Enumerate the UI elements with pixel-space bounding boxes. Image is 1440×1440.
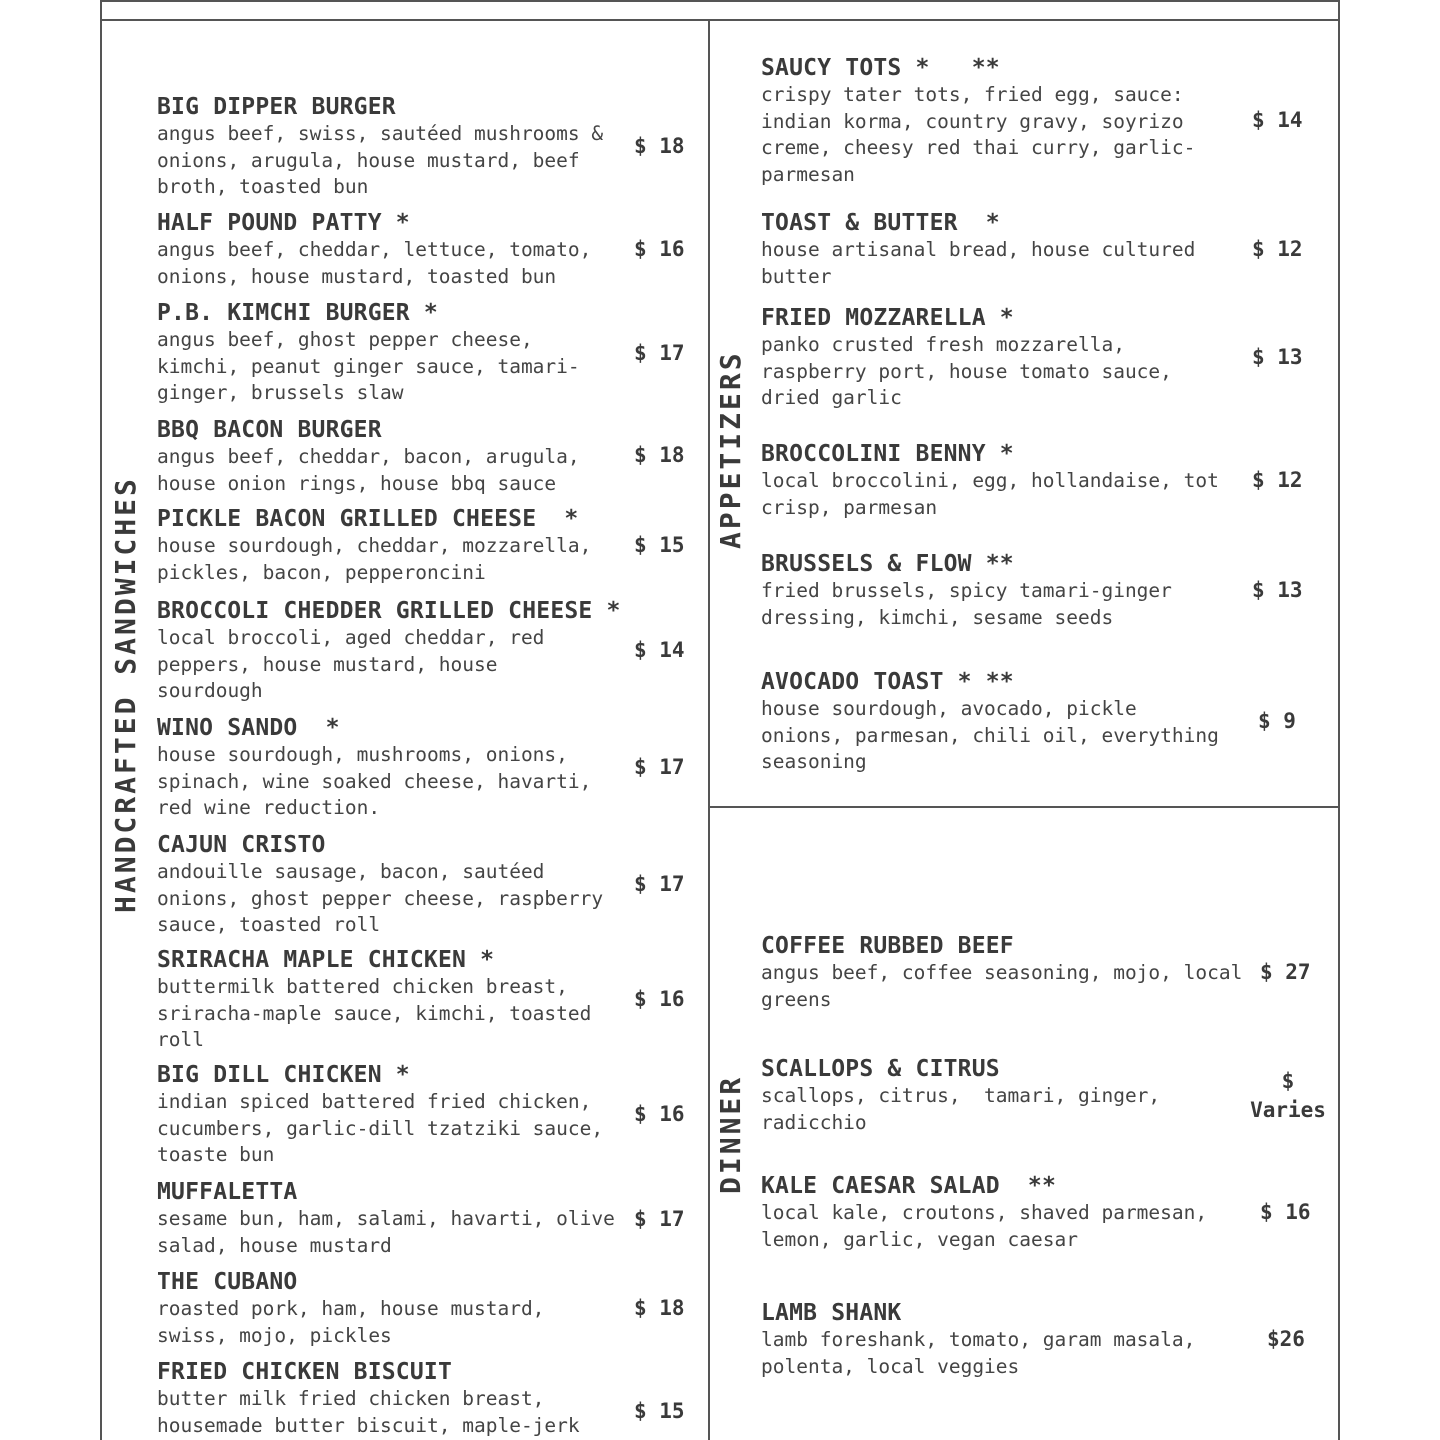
menu-item xyxy=(761,932,1242,1013)
frame-column-divider xyxy=(708,20,710,1440)
item-price: $ 18 xyxy=(634,1296,685,1320)
item-name: BBQ BACON BURGER xyxy=(157,417,382,443)
item-price: $ 14 xyxy=(634,638,685,662)
item-name: SAUCY TOTS * ** xyxy=(761,55,1000,81)
item-price: $ 16 xyxy=(634,987,685,1011)
menu-item xyxy=(761,668,1219,776)
item-price: $ 16 xyxy=(634,237,685,261)
item-price: $ 16 xyxy=(634,1102,685,1126)
menu-item xyxy=(157,1178,615,1259)
section-label-sandwiches: HANDCRAFTED SANDWICHES xyxy=(109,476,142,913)
item-price: $ 18 xyxy=(634,134,685,158)
item-name: BIG DILL CHICKEN * xyxy=(157,1062,410,1088)
item-description: house sourdough, avocado, pickle onions, parmesan, chili oil, everything seasoning xyxy=(761,697,1219,774)
menu-item xyxy=(157,93,603,201)
item-price: $ 13 xyxy=(1252,578,1303,602)
item-description: fried brussels, spicy tamari-ginger dressing, kimchi, sesame seeds xyxy=(761,579,1172,629)
frame-section-divider xyxy=(709,806,1340,808)
item-price: $ 13 xyxy=(1252,345,1303,369)
item-name: FRIED MOZZARELLA * xyxy=(761,305,1014,331)
item-description: angus beef, cheddar, lettuce, tomato, onions, house mustard, toasted bun xyxy=(157,238,592,288)
item-name: THE CUBANO xyxy=(157,1269,298,1295)
item-price: $ 18 xyxy=(634,443,685,467)
menu-item xyxy=(761,54,1195,188)
item-name: BROCCOLI CHEDDER GRILLED CHEESE * xyxy=(157,598,621,624)
item-price: $ 12 xyxy=(1252,237,1303,261)
item-description: andouille sausage, bacon, sautéed onions, ghost pepper cheese, raspberry sauce, toasted roll xyxy=(157,860,604,937)
item-price: $ 17 xyxy=(634,341,685,365)
item-price: $ 17 xyxy=(634,755,685,779)
frame-left-line xyxy=(100,0,102,1440)
item-price: $ 9 xyxy=(1258,709,1296,733)
item-name: WINO SANDO * xyxy=(157,715,340,741)
item-description: angus beef, cheddar, bacon, arugula, house onion rings, house bbq sauce xyxy=(157,445,580,495)
item-name: FRIED CHICKEN BISCUIT xyxy=(157,1359,452,1385)
item-description: buttermilk battered chicken breast, sriracha-maple sauce, kimchi, toasted roll xyxy=(157,975,592,1052)
item-name: PICKLE BACON GRILLED CHEESE * xyxy=(157,506,579,532)
item-description: butter milk fried chicken breast, housemade butter biscuit, maple-jerk xyxy=(157,1387,580,1437)
item-description: sesame bun, ham, salami, havarti, olive salad, house mustard xyxy=(157,1207,615,1257)
item-description: scallops, citrus, tamari, ginger, radicchio xyxy=(761,1084,1161,1134)
item-name: COFFEE RUBBED BEEF xyxy=(761,933,1014,959)
menu-item xyxy=(761,1055,1160,1136)
menu-item xyxy=(761,304,1172,412)
item-description: crispy tater tots, fried egg, sauce: indian korma, country gravy, soyrizo creme, cheesy red thai curry, garlic- parmesan xyxy=(761,83,1196,186)
frame-right-line xyxy=(1338,0,1340,1440)
menu-item xyxy=(157,597,621,705)
section-label-dinner: DINNER xyxy=(714,1074,747,1194)
item-description: house sourdough, mushrooms, onions, spinach, wine soaked cheese, havarti, red wine reduction. xyxy=(157,743,592,820)
frame-header-line xyxy=(100,19,1340,21)
item-name: SCALLOPS & CITRUS xyxy=(761,1056,1000,1082)
item-price: $ Varies xyxy=(1250,1069,1326,1122)
item-price: $ 27 xyxy=(1260,960,1311,984)
item-price: $ 17 xyxy=(634,1207,685,1231)
section-label-appetizers: APPETIZERS xyxy=(714,350,747,549)
item-name: AVOCADO TOAST * ** xyxy=(761,669,1014,695)
item-description: angus beef, coffee seasoning, mojo, local greens xyxy=(761,961,1243,1011)
item-description: angus beef, ghost pepper cheese, kimchi, peanut ginger sauce, tamari- ginger, brussels slaw xyxy=(157,328,580,405)
menu-item xyxy=(157,946,591,1054)
item-description: house sourdough, cheddar, mozzarella, pickles, bacon, pepperoncini xyxy=(157,534,592,584)
item-description: local kale, croutons, shaved parmesan, lemon, garlic, vegan caesar xyxy=(761,1201,1208,1251)
item-name: BROCCOLINI BENNY * xyxy=(761,441,1014,467)
menu-item xyxy=(157,1061,603,1169)
item-price: $ 15 xyxy=(634,1399,685,1423)
item-description: angus beef, swiss, sautéed mushrooms & onions, arugula, house mustard, beef broth, toasted bun xyxy=(157,122,604,199)
menu-item xyxy=(157,299,580,407)
item-price: $ 16 xyxy=(1260,1200,1311,1224)
item-description: indian spiced battered fried chicken, cucumbers, garlic-dill tzatziki sauce, toaste bun xyxy=(157,1090,604,1167)
item-description: roasted pork, ham, house mustard, swiss, mojo, pickles xyxy=(157,1297,545,1347)
item-name: SRIRACHA MAPLE CHICKEN * xyxy=(157,947,495,973)
item-price: $ 14 xyxy=(1252,108,1303,132)
item-description: local broccolini, egg, hollandaise, tot crisp, parmesan xyxy=(761,469,1219,519)
menu-item xyxy=(761,209,1195,290)
item-price: $ 15 xyxy=(634,533,685,557)
menu-item xyxy=(761,550,1172,631)
menu-item xyxy=(157,416,580,497)
item-name: BRUSSELS & FLOW ** xyxy=(761,551,1014,577)
menu-item xyxy=(761,1299,1195,1380)
menu-item xyxy=(761,1172,1207,1253)
item-name: LAMB SHANK xyxy=(761,1300,902,1326)
item-description: lamb foreshank, tomato, garam masala, polenta, local veggies xyxy=(761,1328,1196,1378)
item-name: TOAST & BUTTER * xyxy=(761,210,1000,236)
menu-item xyxy=(157,209,591,290)
menu-item xyxy=(157,714,591,822)
item-description: house artisanal bread, house cultured butter xyxy=(761,238,1196,288)
item-name: KALE CAESAR SALAD ** xyxy=(761,1173,1056,1199)
item-price: $26 xyxy=(1267,1327,1305,1351)
frame-top-line xyxy=(100,0,1340,2)
menu-item xyxy=(157,1358,580,1439)
item-description: local broccoli, aged cheddar, red peppers, house mustard, house sourdough xyxy=(157,626,545,703)
item-name: BIG DIPPER BURGER xyxy=(157,94,396,120)
menu-item xyxy=(157,505,591,586)
item-price: $ 12 xyxy=(1252,468,1303,492)
menu-item xyxy=(157,1268,544,1349)
item-description: panko crusted fresh mozzarella, raspberry port, house tomato sauce, dried garlic xyxy=(761,333,1172,410)
menu-item xyxy=(157,831,603,939)
item-name: MUFFALETTA xyxy=(157,1179,298,1205)
item-name: CAJUN CRISTO xyxy=(157,832,326,858)
item-price: $ 17 xyxy=(634,872,685,896)
menu-item xyxy=(761,440,1219,521)
item-name: P.B. KIMCHI BURGER * xyxy=(157,300,438,326)
item-name: HALF POUND PATTY * xyxy=(157,210,410,236)
